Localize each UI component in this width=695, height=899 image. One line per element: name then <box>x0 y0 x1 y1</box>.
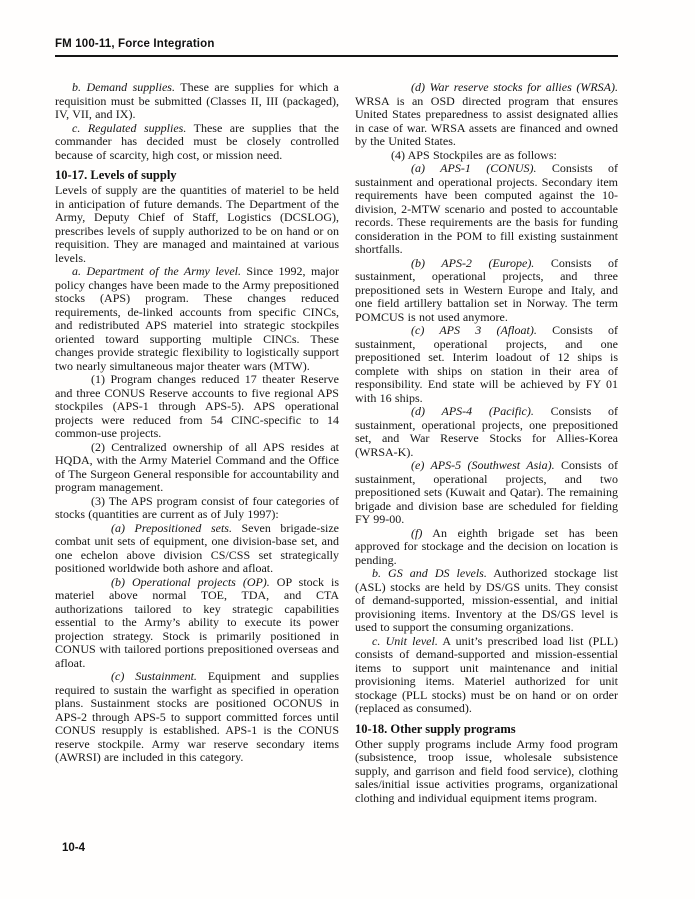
paragraph <box>55 81 339 122</box>
paragraph <box>355 527 618 568</box>
paragraph-lead: (a) APS-1 (CONUS). <box>411 161 537 175</box>
page-number: 10-4 <box>62 842 86 854</box>
paragraph <box>55 184 339 265</box>
paragraph <box>355 405 618 459</box>
paragraph-text: Other supply programs include Army food program (subsistence, troop issue, wholesale subsistence supply, and garrison and field food service), clothing sales/initial issue activities programs, organizational clothing and individual equipment items program. <box>355 736 618 805</box>
paragraph-text: Equipment and supplies required to sustain the warfight as specified in operation plans. Sustainment stocks are positioned OCONUS in APS-2 through APS-5 to support committed forces until CONUS resupply is established. APS-1 is the CONUS reserve stockpile. Army war reserve secondary items (AWRSI) are included in this category. <box>55 669 339 764</box>
column-left <box>55 81 339 805</box>
paragraph-text: (1) Program changes reduced 17 theater Reserve and three CONUS Reserve accounts to five regional APS stockpiles (APS-1 through APS-5). APS operational projects were reduced from 54 CINC-specific to 14 common-use projects. <box>55 372 339 440</box>
section-heading: 10-17. Levels of supply <box>55 168 177 182</box>
paragraph <box>355 567 618 635</box>
paragraph-lead: c. Unit level. <box>372 633 438 648</box>
paragraph-lead: (c) APS 3 (Afloat). <box>411 323 537 337</box>
paragraph-text: (4) APS Stockpiles are as follows: <box>391 147 557 162</box>
paragraph-text: OP stock is materiel above normal TOE, TDA, and CTA authorizations tailored to key strategic capabilities essential to the Army’s ability to execute its power projection strategy. Stock is primarily positioned in CONUS with tailored portions prepositioned overseas and afloat. <box>55 574 339 670</box>
paragraph-text: Levels of supply are the quantities of materiel to be held in anticipation of future demands. The Department of the Army, Deputy Chief of Staff, Logistics (DCSLOG), prescribes levels of supply authorized to be on hand or on requisition. They are managed and maintained at various levels. <box>55 183 339 265</box>
paragraph <box>55 373 339 441</box>
paragraph-text: An eighth brigade set has been approved for stockage and the decision on location is pending. <box>355 525 618 567</box>
paragraph-text: (2) Centralized ownership of all APS resides at HQDA, with the Army Materiel Command and the Office of The Surgeon General responsible for accountability and program management. <box>55 439 339 494</box>
paragraph-text: Consists of sustainment and operational projects. Secondary item requirements have been computed against the 10-division, 2-MTW scenario and posted to accountable records. These requirements are the basis for funding consideration in the POM to fill existing sustainment shortfalls. <box>355 161 618 256</box>
paragraph <box>55 495 339 522</box>
section-heading: 10-18. Other supply programs <box>355 721 516 736</box>
paragraph-lead: (b) APS-2 (Europe). <box>411 255 535 270</box>
paragraph-lead: c. Regulated supplies. <box>72 120 187 135</box>
paragraph <box>55 522 339 576</box>
paragraph-text: Consists of sustainment, operational projects, and three prepositioned sets in Western Europe and Italy, and one field artillery battalion set in Norway. The term POMCUS is not used anymore. <box>355 255 618 324</box>
paragraph <box>355 162 618 257</box>
paragraph <box>355 635 618 716</box>
paragraph-lead: (d) APS-4 (Pacific). <box>411 404 534 418</box>
paragraph-lead: b. GS and DS levels. <box>372 566 487 580</box>
body-columns <box>55 81 618 805</box>
paragraph <box>55 670 339 765</box>
paragraph-text: (3) The APS program consist of four categories of stocks (quantities are current as of July 1997): <box>55 493 339 521</box>
paragraph-lead: (e) APS-5 (Southwest Asia). <box>411 458 555 472</box>
paragraph-text: Consists of sustainment, operational projects, and one prepositioned set. Interim loadout of 12 ships is complete with ships on station in their area of responsibility. End state will be achieved by FY 01 with 16 ships. <box>355 323 618 405</box>
paragraph-lead: (c) Sustainment. <box>111 669 197 683</box>
paragraph-lead: (f) <box>411 525 423 540</box>
paragraph <box>55 441 339 495</box>
paragraph <box>355 257 618 325</box>
header-rule <box>55 55 618 57</box>
paragraph-text: A unit’s prescribed load list (PLL) consists of demand-supported and mission-essential items to support unit maintenance and initial provisioning items. Materiel authorized for unit stockage (PLL stocks) must be on hand or on order (replaced as consumed). <box>355 633 618 715</box>
paragraph <box>55 576 339 671</box>
paragraph-text: Since 1992, major policy changes have been made to the Army prepositioned stocks (APS) program. These changes reduced requirements, de-linked accounts from specific CINCs, and redistributed APS materiel into strategic stockpiles oriented toward supporting multiple CINCs. These changes provide strategic flexibility to logistically support two nearly simultaneous major theater wars (MTW). <box>55 264 339 373</box>
paragraph <box>355 81 618 149</box>
paragraph-text: Consists of sustainment, operational projects, one prepositioned set, and War Reserve Stocks for Allies-Korea (WRSA-K). <box>355 404 619 459</box>
paragraph-lead: b. Demand supplies. <box>72 80 175 94</box>
paragraph <box>355 738 618 806</box>
column-right <box>355 81 618 805</box>
paragraph <box>55 122 339 163</box>
paragraph-lead: (a) Prepositioned sets. <box>111 520 232 535</box>
paragraph-text: Seven brigade-size combat unit sets of equipment, one division-base set, and one echelon above division CS/CSS set strategically positioned worldwide both ashore and afloat. <box>55 520 339 575</box>
paragraph-text: These are supplies that the commander has decided must be closely controlled because of scarcity, high cost, or mission need. <box>55 120 339 162</box>
page-header-title: FM 100-11, Force Integration <box>55 38 215 50</box>
paragraph-lead: a. Department of the Army level. <box>72 264 241 278</box>
paragraph-text: These are supplies for which a requisition must be submitted (Classes II, III (packaged), IV, VII, and IX). <box>55 80 339 121</box>
paragraph <box>55 265 339 373</box>
paragraph <box>355 324 618 405</box>
paragraph-lead: (d) War reserve stocks for allies (WRSA). <box>411 80 618 94</box>
paragraph-lead: (b) Operational projects (OP). <box>111 574 270 589</box>
paragraph-text: Authorized stockage list (ASL) stocks are held by DS/GS units. They consist of demand-supported, mission-essential, and initial provisioning items. Inventory at the DS/GS level is used to support the consuming organizations. <box>355 566 618 634</box>
paragraph <box>355 459 618 527</box>
paragraph-text: WRSA is an OSD directed program that ensures United States preparedness to assist designated allies in case of war. WRSA assets are financed and owned by the United States. <box>355 93 618 148</box>
paragraph <box>355 149 618 163</box>
paragraph-text: Consists of sustainment, operational projects, and two prepositioned sets (Kuwait and Qatar). The remaining brigade and division base are scheduled for fielding FY 99-00. <box>355 458 618 526</box>
